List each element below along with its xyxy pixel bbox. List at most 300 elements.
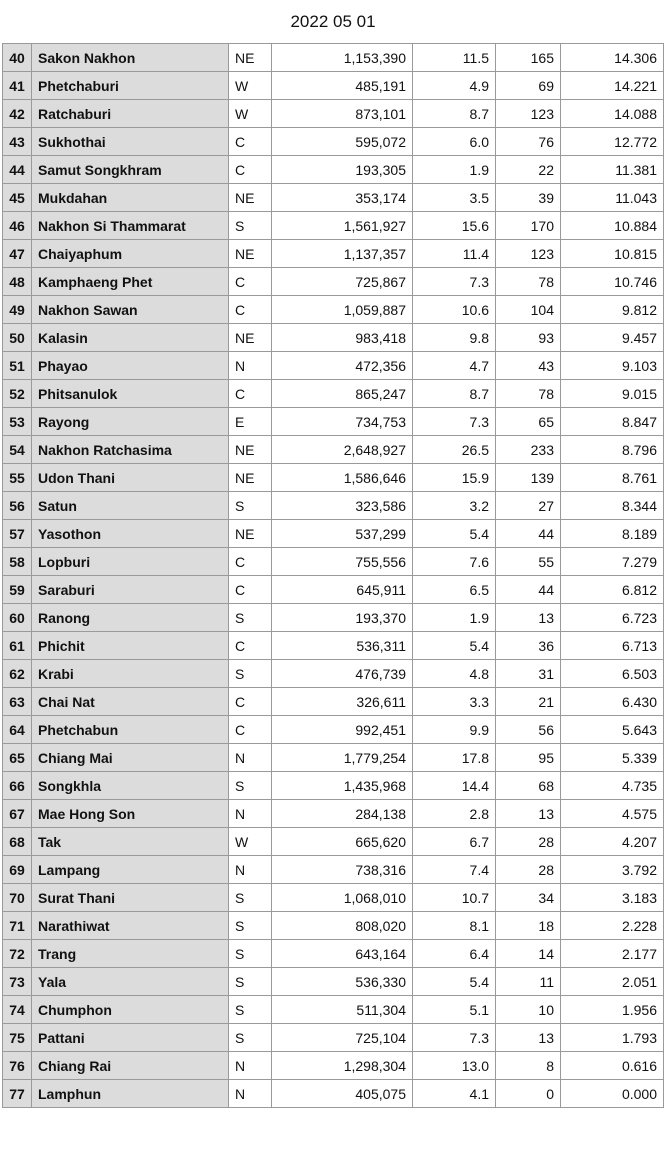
- table-row: [3, 352, 664, 380]
- count-cell: 56: [496, 716, 561, 744]
- count-cell: 165: [496, 44, 561, 72]
- province-name-cell: Phichit: [32, 632, 229, 660]
- percent-cell: 6.7: [413, 828, 496, 856]
- rate-cell: 8.796: [561, 436, 664, 464]
- region-cell: C: [229, 632, 272, 660]
- region-cell: S: [229, 212, 272, 240]
- rate-cell: 4.207: [561, 828, 664, 856]
- table-row: [3, 184, 664, 212]
- population-cell: 1,137,357: [272, 240, 413, 268]
- rank-cell: 75: [3, 1024, 32, 1052]
- rank-cell: 66: [3, 772, 32, 800]
- population-cell: 1,561,927: [272, 212, 413, 240]
- rank-cell: 67: [3, 800, 32, 828]
- table-body: [3, 44, 664, 1108]
- count-cell: 27: [496, 492, 561, 520]
- rate-cell: 2.177: [561, 940, 664, 968]
- percent-cell: 4.1: [413, 1080, 496, 1108]
- population-cell: 536,311: [272, 632, 413, 660]
- percent-cell: 7.3: [413, 408, 496, 436]
- region-cell: E: [229, 408, 272, 436]
- count-cell: 13: [496, 800, 561, 828]
- region-cell: NE: [229, 184, 272, 212]
- province-name-cell: Nakhon Ratchasima: [32, 436, 229, 464]
- rate-cell: 6.713: [561, 632, 664, 660]
- rate-cell: 9.457: [561, 324, 664, 352]
- rank-cell: 61: [3, 632, 32, 660]
- rank-cell: 47: [3, 240, 32, 268]
- population-cell: 284,138: [272, 800, 413, 828]
- table-row: [3, 604, 664, 632]
- count-cell: 11: [496, 968, 561, 996]
- province-name-cell: Chumphon: [32, 996, 229, 1024]
- table-row: [3, 128, 664, 156]
- count-cell: 44: [496, 576, 561, 604]
- province-name-cell: Mae Hong Son: [32, 800, 229, 828]
- percent-cell: 9.8: [413, 324, 496, 352]
- region-cell: C: [229, 156, 272, 184]
- province-name-cell: Mukdahan: [32, 184, 229, 212]
- region-cell: C: [229, 296, 272, 324]
- rank-cell: 41: [3, 72, 32, 100]
- count-cell: 13: [496, 1024, 561, 1052]
- count-cell: 78: [496, 268, 561, 296]
- count-cell: 95: [496, 744, 561, 772]
- percent-cell: 3.5: [413, 184, 496, 212]
- population-cell: 472,356: [272, 352, 413, 380]
- rate-cell: 9.103: [561, 352, 664, 380]
- table-row: [3, 688, 664, 716]
- population-cell: 511,304: [272, 996, 413, 1024]
- rate-cell: 8.189: [561, 520, 664, 548]
- rate-cell: 9.812: [561, 296, 664, 324]
- province-name-cell: Nakhon Sawan: [32, 296, 229, 324]
- count-cell: 28: [496, 828, 561, 856]
- population-cell: 193,305: [272, 156, 413, 184]
- rate-cell: 0.000: [561, 1080, 664, 1108]
- rank-cell: 64: [3, 716, 32, 744]
- count-cell: 123: [496, 100, 561, 128]
- rank-cell: 56: [3, 492, 32, 520]
- rate-cell: 2.228: [561, 912, 664, 940]
- province-name-cell: Phayao: [32, 352, 229, 380]
- rank-cell: 74: [3, 996, 32, 1024]
- percent-cell: 14.4: [413, 772, 496, 800]
- population-cell: 476,739: [272, 660, 413, 688]
- population-cell: 326,611: [272, 688, 413, 716]
- table-row: [3, 716, 664, 744]
- table-row: [3, 1052, 664, 1080]
- percent-cell: 15.6: [413, 212, 496, 240]
- count-cell: 76: [496, 128, 561, 156]
- province-name-cell: Sukhothai: [32, 128, 229, 156]
- count-cell: 39: [496, 184, 561, 212]
- province-name-cell: Nakhon Si Thammarat: [32, 212, 229, 240]
- province-name-cell: Chiang Rai: [32, 1052, 229, 1080]
- rank-cell: 43: [3, 128, 32, 156]
- region-cell: N: [229, 1052, 272, 1080]
- population-cell: 1,298,304: [272, 1052, 413, 1080]
- table-row: [3, 940, 664, 968]
- population-cell: 1,059,887: [272, 296, 413, 324]
- population-cell: 536,330: [272, 968, 413, 996]
- count-cell: 31: [496, 660, 561, 688]
- region-cell: C: [229, 128, 272, 156]
- population-cell: 734,753: [272, 408, 413, 436]
- count-cell: 34: [496, 884, 561, 912]
- rank-cell: 58: [3, 548, 32, 576]
- region-cell: S: [229, 996, 272, 1024]
- province-name-cell: Udon Thani: [32, 464, 229, 492]
- percent-cell: 4.8: [413, 660, 496, 688]
- table-row: [3, 548, 664, 576]
- count-cell: 28: [496, 856, 561, 884]
- province-name-cell: Chiang Mai: [32, 744, 229, 772]
- population-cell: 873,101: [272, 100, 413, 128]
- table-row: [3, 268, 664, 296]
- table-row: [3, 884, 664, 912]
- count-cell: 0: [496, 1080, 561, 1108]
- rank-cell: 65: [3, 744, 32, 772]
- rank-cell: 77: [3, 1080, 32, 1108]
- province-name-cell: Kalasin: [32, 324, 229, 352]
- count-cell: 22: [496, 156, 561, 184]
- region-cell: NE: [229, 436, 272, 464]
- percent-cell: 4.9: [413, 72, 496, 100]
- population-cell: 755,556: [272, 548, 413, 576]
- rate-cell: 6.430: [561, 688, 664, 716]
- percent-cell: 5.4: [413, 632, 496, 660]
- province-name-cell: Krabi: [32, 660, 229, 688]
- rank-cell: 71: [3, 912, 32, 940]
- percent-cell: 13.0: [413, 1052, 496, 1080]
- region-cell: NE: [229, 464, 272, 492]
- table-row: [3, 380, 664, 408]
- table-row: [3, 520, 664, 548]
- population-cell: 1,586,646: [272, 464, 413, 492]
- rank-cell: 76: [3, 1052, 32, 1080]
- region-cell: N: [229, 800, 272, 828]
- rank-cell: 73: [3, 968, 32, 996]
- count-cell: 43: [496, 352, 561, 380]
- province-name-cell: Satun: [32, 492, 229, 520]
- percent-cell: 15.9: [413, 464, 496, 492]
- percent-cell: 7.6: [413, 548, 496, 576]
- rate-cell: 10.815: [561, 240, 664, 268]
- rate-cell: 5.339: [561, 744, 664, 772]
- rank-cell: 72: [3, 940, 32, 968]
- province-name-cell: Yasothon: [32, 520, 229, 548]
- rate-cell: 11.043: [561, 184, 664, 212]
- percent-cell: 1.9: [413, 156, 496, 184]
- province-table: [2, 43, 664, 1108]
- population-cell: 2,648,927: [272, 436, 413, 464]
- region-cell: W: [229, 100, 272, 128]
- rate-cell: 7.279: [561, 548, 664, 576]
- rank-cell: 59: [3, 576, 32, 604]
- region-cell: S: [229, 604, 272, 632]
- region-cell: C: [229, 716, 272, 744]
- population-cell: 595,072: [272, 128, 413, 156]
- count-cell: 21: [496, 688, 561, 716]
- percent-cell: 4.7: [413, 352, 496, 380]
- rate-cell: 12.772: [561, 128, 664, 156]
- population-cell: 983,418: [272, 324, 413, 352]
- region-cell: S: [229, 968, 272, 996]
- count-cell: 233: [496, 436, 561, 464]
- rank-cell: 50: [3, 324, 32, 352]
- region-cell: N: [229, 744, 272, 772]
- rank-cell: 42: [3, 100, 32, 128]
- table-row: [3, 912, 664, 940]
- table-row: [3, 72, 664, 100]
- rate-cell: 9.015: [561, 380, 664, 408]
- region-cell: C: [229, 380, 272, 408]
- rate-cell: 4.575: [561, 800, 664, 828]
- count-cell: 14: [496, 940, 561, 968]
- rate-cell: 6.723: [561, 604, 664, 632]
- percent-cell: 9.9: [413, 716, 496, 744]
- table-row: [3, 632, 664, 660]
- population-cell: 665,620: [272, 828, 413, 856]
- table-row: [3, 1024, 664, 1052]
- rank-cell: 46: [3, 212, 32, 240]
- province-name-cell: Tak: [32, 828, 229, 856]
- region-cell: C: [229, 268, 272, 296]
- percent-cell: 11.4: [413, 240, 496, 268]
- percent-cell: 5.4: [413, 520, 496, 548]
- percent-cell: 7.3: [413, 1024, 496, 1052]
- count-cell: 55: [496, 548, 561, 576]
- population-cell: 643,164: [272, 940, 413, 968]
- rank-cell: 60: [3, 604, 32, 632]
- table-row: [3, 828, 664, 856]
- population-cell: 1,068,010: [272, 884, 413, 912]
- region-cell: S: [229, 912, 272, 940]
- rank-cell: 54: [3, 436, 32, 464]
- rank-cell: 52: [3, 380, 32, 408]
- table-row: [3, 464, 664, 492]
- province-name-cell: Phitsanulok: [32, 380, 229, 408]
- percent-cell: 8.1: [413, 912, 496, 940]
- percent-cell: 8.7: [413, 100, 496, 128]
- table-row: [3, 660, 664, 688]
- province-name-cell: Phetchaburi: [32, 72, 229, 100]
- table-row: [3, 1080, 664, 1108]
- percent-cell: 6.0: [413, 128, 496, 156]
- count-cell: 123: [496, 240, 561, 268]
- rank-cell: 53: [3, 408, 32, 436]
- rank-cell: 51: [3, 352, 32, 380]
- rank-cell: 69: [3, 856, 32, 884]
- population-cell: 1,435,968: [272, 772, 413, 800]
- population-cell: 353,174: [272, 184, 413, 212]
- table-row: [3, 44, 664, 72]
- percent-cell: 6.4: [413, 940, 496, 968]
- region-cell: S: [229, 772, 272, 800]
- province-name-cell: Ratchaburi: [32, 100, 229, 128]
- table-row: [3, 324, 664, 352]
- table-row: [3, 772, 664, 800]
- percent-cell: 7.4: [413, 856, 496, 884]
- count-cell: 78: [496, 380, 561, 408]
- province-name-cell: Chai Nat: [32, 688, 229, 716]
- count-cell: 13: [496, 604, 561, 632]
- region-cell: N: [229, 856, 272, 884]
- percent-cell: 3.3: [413, 688, 496, 716]
- province-name-cell: Songkhla: [32, 772, 229, 800]
- rank-cell: 57: [3, 520, 32, 548]
- population-cell: 865,247: [272, 380, 413, 408]
- province-name-cell: Ranong: [32, 604, 229, 632]
- rate-cell: 14.088: [561, 100, 664, 128]
- rank-cell: 49: [3, 296, 32, 324]
- count-cell: 65: [496, 408, 561, 436]
- region-cell: C: [229, 576, 272, 604]
- population-cell: 323,586: [272, 492, 413, 520]
- rate-cell: 14.306: [561, 44, 664, 72]
- table-row: [3, 436, 664, 464]
- rate-cell: 8.761: [561, 464, 664, 492]
- rank-cell: 63: [3, 688, 32, 716]
- province-name-cell: Saraburi: [32, 576, 229, 604]
- rate-cell: 6.812: [561, 576, 664, 604]
- province-name-cell: Phetchabun: [32, 716, 229, 744]
- population-cell: 1,779,254: [272, 744, 413, 772]
- rate-cell: 10.746: [561, 268, 664, 296]
- percent-cell: 10.7: [413, 884, 496, 912]
- percent-cell: 7.3: [413, 268, 496, 296]
- count-cell: 69: [496, 72, 561, 100]
- region-cell: NE: [229, 240, 272, 268]
- rate-cell: 1.793: [561, 1024, 664, 1052]
- table-row: [3, 856, 664, 884]
- province-name-cell: Trang: [32, 940, 229, 968]
- population-cell: 725,867: [272, 268, 413, 296]
- province-name-cell: Lamphun: [32, 1080, 229, 1108]
- percent-cell: 3.2: [413, 492, 496, 520]
- count-cell: 68: [496, 772, 561, 800]
- table-row: [3, 492, 664, 520]
- population-cell: 193,370: [272, 604, 413, 632]
- province-name-cell: Sakon Nakhon: [32, 44, 229, 72]
- table-row: [3, 968, 664, 996]
- population-cell: 1,153,390: [272, 44, 413, 72]
- rate-cell: 4.735: [561, 772, 664, 800]
- percent-cell: 6.5: [413, 576, 496, 604]
- count-cell: 93: [496, 324, 561, 352]
- count-cell: 170: [496, 212, 561, 240]
- table-row: [3, 996, 664, 1024]
- rate-cell: 10.884: [561, 212, 664, 240]
- region-cell: C: [229, 688, 272, 716]
- table-row: [3, 156, 664, 184]
- rate-cell: 1.956: [561, 996, 664, 1024]
- table-row: [3, 408, 664, 436]
- province-name-cell: Pattani: [32, 1024, 229, 1052]
- region-cell: S: [229, 660, 272, 688]
- population-cell: 738,316: [272, 856, 413, 884]
- rank-cell: 62: [3, 660, 32, 688]
- province-name-cell: Yala: [32, 968, 229, 996]
- percent-cell: 5.1: [413, 996, 496, 1024]
- percent-cell: 26.5: [413, 436, 496, 464]
- table-row: [3, 100, 664, 128]
- table-row: [3, 212, 664, 240]
- table-row: [3, 296, 664, 324]
- region-cell: N: [229, 352, 272, 380]
- percent-cell: 1.9: [413, 604, 496, 632]
- province-name-cell: Kamphaeng Phet: [32, 268, 229, 296]
- table-row: [3, 576, 664, 604]
- region-cell: NE: [229, 520, 272, 548]
- region-cell: N: [229, 1080, 272, 1108]
- count-cell: 36: [496, 632, 561, 660]
- province-name-cell: Surat Thani: [32, 884, 229, 912]
- province-name-cell: Rayong: [32, 408, 229, 436]
- table-row: [3, 744, 664, 772]
- region-cell: W: [229, 828, 272, 856]
- population-cell: 645,911: [272, 576, 413, 604]
- rate-cell: 5.643: [561, 716, 664, 744]
- population-cell: 992,451: [272, 716, 413, 744]
- table-row: [3, 800, 664, 828]
- count-cell: 139: [496, 464, 561, 492]
- province-name-cell: Chaiyaphum: [32, 240, 229, 268]
- rank-cell: 44: [3, 156, 32, 184]
- rate-cell: 8.847: [561, 408, 664, 436]
- region-cell: S: [229, 1024, 272, 1052]
- count-cell: 104: [496, 296, 561, 324]
- province-name-cell: Lopburi: [32, 548, 229, 576]
- rate-cell: 8.344: [561, 492, 664, 520]
- count-cell: 8: [496, 1052, 561, 1080]
- rank-cell: 70: [3, 884, 32, 912]
- rate-cell: 11.381: [561, 156, 664, 184]
- percent-cell: 5.4: [413, 968, 496, 996]
- count-cell: 10: [496, 996, 561, 1024]
- percent-cell: 10.6: [413, 296, 496, 324]
- population-cell: 537,299: [272, 520, 413, 548]
- rate-cell: 6.503: [561, 660, 664, 688]
- page-title: 2022 05 01: [290, 12, 376, 31]
- rank-cell: 45: [3, 184, 32, 212]
- population-cell: 485,191: [272, 72, 413, 100]
- region-cell: C: [229, 548, 272, 576]
- rate-cell: 0.616: [561, 1052, 664, 1080]
- percent-cell: 17.8: [413, 744, 496, 772]
- rank-cell: 48: [3, 268, 32, 296]
- population-cell: 808,020: [272, 912, 413, 940]
- rate-cell: 3.792: [561, 856, 664, 884]
- rank-cell: 40: [3, 44, 32, 72]
- province-name-cell: Narathiwat: [32, 912, 229, 940]
- region-cell: S: [229, 940, 272, 968]
- region-cell: W: [229, 72, 272, 100]
- rate-cell: 2.051: [561, 968, 664, 996]
- region-cell: NE: [229, 324, 272, 352]
- province-name-cell: Lampang: [32, 856, 229, 884]
- percent-cell: 11.5: [413, 44, 496, 72]
- percent-cell: 2.8: [413, 800, 496, 828]
- rate-cell: 14.221: [561, 72, 664, 100]
- rank-cell: 68: [3, 828, 32, 856]
- region-cell: S: [229, 884, 272, 912]
- table-row: [3, 240, 664, 268]
- population-cell: 725,104: [272, 1024, 413, 1052]
- province-name-cell: Samut Songkhram: [32, 156, 229, 184]
- count-cell: 18: [496, 912, 561, 940]
